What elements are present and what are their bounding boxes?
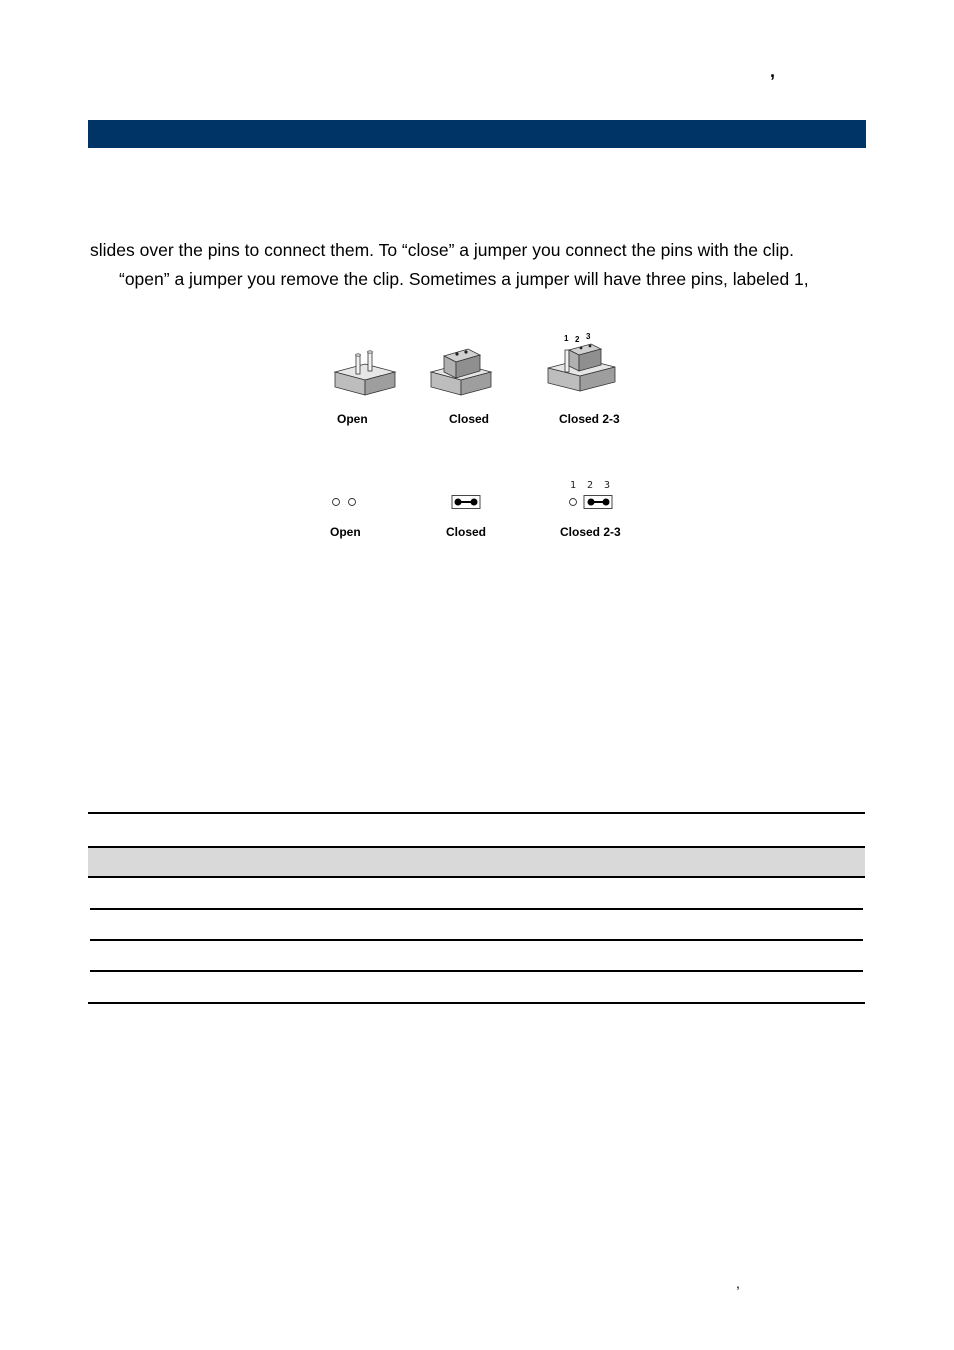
table-top-rule (88, 812, 865, 814)
label-schematic-open: Open (330, 525, 361, 539)
table-row-rule (90, 908, 863, 910)
pin-number-1: 1 (570, 480, 577, 491)
jumper-3d-closed-2-3-icon (548, 344, 615, 391)
section-title-bar (88, 120, 866, 148)
pin-number-3d-2: 2 (575, 335, 580, 344)
body-text-line-2: “open” a jumper you remove the clip. Sometimes a jumper will have three pins, labeled 1, (119, 269, 809, 289)
schematic-closed-icon (452, 496, 480, 509)
table-header-row (88, 846, 865, 878)
jumper-3d-figure (325, 330, 635, 405)
footer-mark: , (736, 1275, 740, 1291)
pin-number-3d-1: 1 (564, 334, 569, 343)
label-3d-closed: Closed (449, 412, 490, 426)
pin-number-3: 3 (604, 480, 611, 491)
jumper-3d-closed-icon (431, 349, 491, 395)
label-3d-closed-2-3: Closed 2-3 (559, 412, 620, 426)
table-row-rule (90, 970, 863, 972)
label-schematic-closed: Closed (446, 525, 487, 539)
table-row-rule (90, 939, 863, 941)
jumper-schematic-figure (325, 492, 625, 512)
pin-number-2: 2 (587, 480, 594, 491)
schematic-open-icon (333, 499, 356, 506)
table-bottom-rule (88, 1002, 865, 1004)
label-schematic-closed-2-3: Closed 2-3 (560, 525, 621, 539)
body-text-line-1: slides over the pins to connect them. To “close” a jumper you connect the pins with the clip. (90, 240, 794, 260)
header-mark: , (770, 61, 776, 81)
jumper-3d-open-icon (335, 351, 395, 395)
pin-number-3d-3: 3 (586, 332, 591, 341)
label-3d-open: Open (337, 412, 368, 426)
schematic-closed-2-3-icon (570, 496, 613, 509)
